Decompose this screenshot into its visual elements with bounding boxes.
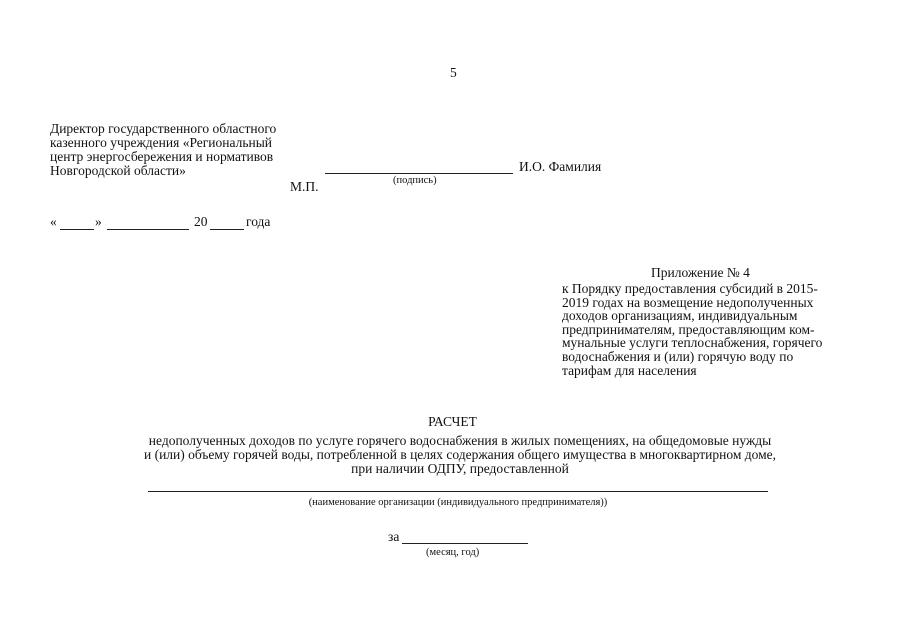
- period-blank-line: [402, 543, 528, 544]
- appendix-line: водоснабжения и (или) горячую воду по: [562, 348, 794, 364]
- period-caption: (месяц, год): [426, 547, 480, 558]
- organization-blank-line: [148, 491, 768, 492]
- signature-caption: (подпись): [393, 175, 437, 186]
- appendix-line: мунальные услуги теплоснабжения, горячего: [562, 335, 823, 351]
- document-title: РАСЧЕТ: [428, 414, 477, 429]
- year-suffix: года: [246, 214, 271, 229]
- appendix-line: 2019 годах на возмещение недополученных: [562, 294, 814, 310]
- organization-caption: (наименование организации (индивидуального предпринимателя)): [308, 497, 608, 508]
- subtitle-line: и (или) объему горячей воды, потребленной в целях содержания общего имущества в многоквартирном доме,: [143, 447, 777, 462]
- signatory-name: И.О. Фамилия: [519, 159, 602, 174]
- appendix-line: тарифам для населения: [562, 362, 697, 378]
- seal-label: М.П.: [290, 179, 319, 194]
- appendix-line: доходов организациям, индивидуальным: [562, 308, 798, 324]
- date-open-quote: «: [50, 214, 57, 229]
- appendix-line: к Порядку предоставления субсидий в 2015-: [562, 281, 818, 296]
- signature-line: [325, 173, 513, 174]
- appendix-text: [562, 282, 862, 377]
- page-number: 5: [450, 65, 457, 80]
- document-subtitle: [80, 434, 840, 476]
- appendix-line: предпринимателям, предоставляющим ком-: [562, 321, 815, 337]
- signatory-block: [50, 122, 330, 178]
- date-close-quote: »: [95, 214, 102, 229]
- signatory-line: Директор государственного областного: [50, 121, 277, 136]
- month-blank-line: [107, 229, 189, 230]
- signatory-line: казенного учреждения «Региональный: [50, 135, 273, 150]
- appendix-title: Приложение № 4: [651, 265, 750, 280]
- year-prefix: 20: [194, 214, 208, 229]
- subtitle-line: при наличии ОДПУ, предоставленной: [351, 461, 569, 476]
- year-blank-line: [210, 229, 244, 230]
- period-prefix: за: [388, 529, 400, 544]
- subtitle-line: недополученных доходов по услуге горячего водоснабжения в жилых помещениях, на общедомовые нужды: [148, 433, 772, 448]
- signatory-line: Новгородской области»: [50, 163, 186, 178]
- signatory-line: центр энергосбережения и нормативов: [50, 149, 274, 164]
- day-blank-line: [60, 229, 94, 230]
